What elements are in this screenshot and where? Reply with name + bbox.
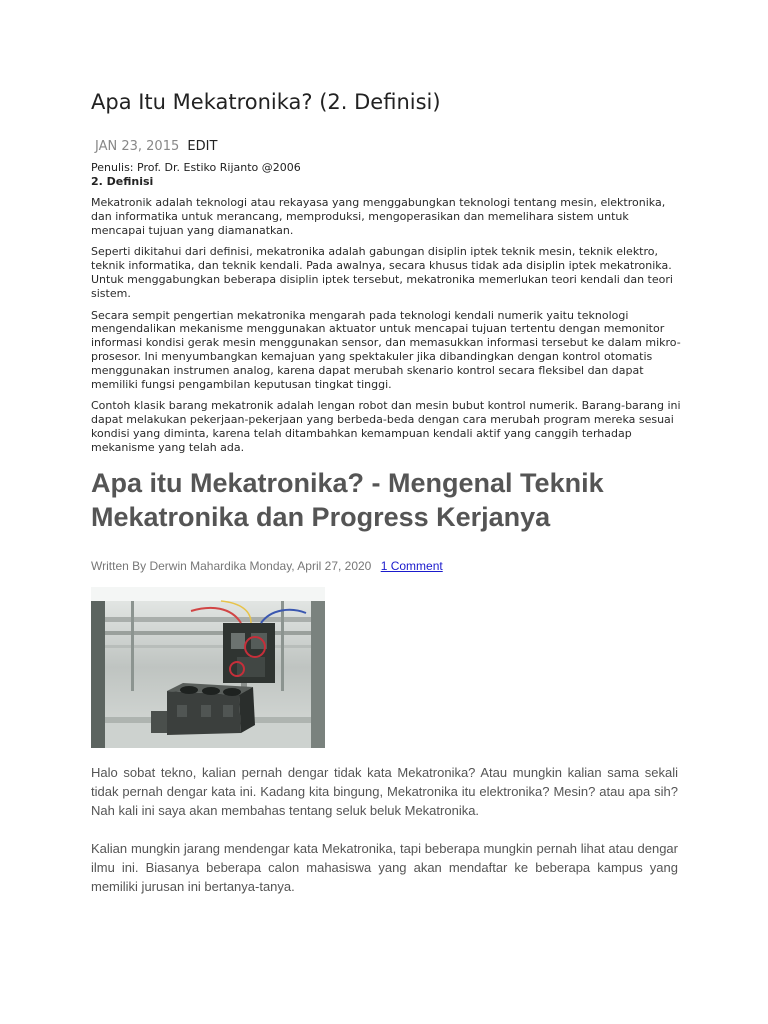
post-date: JAN 23, 2015	[95, 139, 180, 154]
article-title: Apa itu Mekatronika? - Mengenal Teknik Mekatronika dan Progress Kerjanya	[91, 468, 604, 532]
machine-photo	[91, 587, 325, 748]
byline-text: Written By Derwin Mahardika Monday, April 27, 2020	[91, 559, 372, 573]
machine-photo-illustration	[91, 587, 325, 748]
article-byline	[91, 559, 443, 573]
post-body	[91, 196, 681, 463]
author-line: Penulis: Prof. Dr. Estiko Rijanto @2006	[91, 161, 301, 174]
section-heading: 2. Definisi	[91, 175, 154, 188]
comment-link[interactable]: 1 Comment	[380, 559, 443, 573]
paragraph: Contoh klasik barang mekatronik adalah lengan robot dan mesin bubut kontrol numerik. Barang-barang ini dapat melakukan pekerjaan-pekerjaan yang berbeda-beda dengan cara merubah program mereka sesuai kondisi yang diminta, karena telah ditambahkan kemampuan kendali aktif yang canggih terhadap mekanisme yang telah ada.	[91, 399, 681, 454]
article-body	[91, 764, 678, 917]
post-title: Apa Itu Mekatronika? (2. Definisi)	[91, 90, 441, 114]
paragraph: Kalian mungkin jarang mendengar kata Mekatronika, tapi beberapa mungkin pernah lihat atau dengar ilmu ini. Biasanya beberapa calon mahasiswa yang akan mendaftar ke beberapa kampus yang memiliki jurusan ini bertanya-tanya.	[91, 841, 678, 894]
paragraph: Mekatronik adalah teknologi atau rekayasa yang menggabungkan teknologi tentang mesin, elektronika, dan informatika untuk merancang, memproduksi, mengoperasikan dan memelihara sistem untuk mencapai tujuan yang diamanatkan.	[91, 196, 666, 237]
paragraph: Secara sempit pengertian mekatronika mengarah pada teknologi kendali numerik yaitu teknologi mengendalikan mekanisme menggunakan aktuator untuk mencapai tujuan tertentu dengan memonitor informasi kondisi gerak mesin menggunakan sensor, dan memasukkan informasi tersebut ke dalam mikro-prosesor. Ini menyumbangkan kemajuan yang spektakuler jika dibandingkan dengan kontrol otomatis menggunakan instrumen analog, karena dapat merubah skenario kontrol secara fleksibel dan dapat memiliki fungsi pengambilan keputusan tingkat tinggi.	[91, 308, 681, 391]
paragraph: Seperti dikitahui dari definisi, mekatronika adalah gabungan disiplin iptek teknik mesin, teknik elektro, teknik informatika, dan teknik kendali. Pada awalnya, secara khusus tidak ada disiplin iptek mekatronika. Untuk menggabungkan beberapa disiplin iptek tersebut, mekatronika memerlukan teori kendali dan teori sistem.	[91, 245, 673, 300]
edit-link[interactable]: EDIT	[187, 139, 218, 154]
post-meta	[95, 139, 217, 154]
paragraph: Halo sobat tekno, kalian pernah dengar tidak kata Mekatronika? Atau mungkin kalian sama sekali tidak pernah dengar kata ini. Kadang kita bingung, Mekatronika itu elektronika? Mesin? atau apa sih? Nah kali ini saya akan membahas tentang seluk beluk Mekatronika.	[91, 765, 678, 818]
